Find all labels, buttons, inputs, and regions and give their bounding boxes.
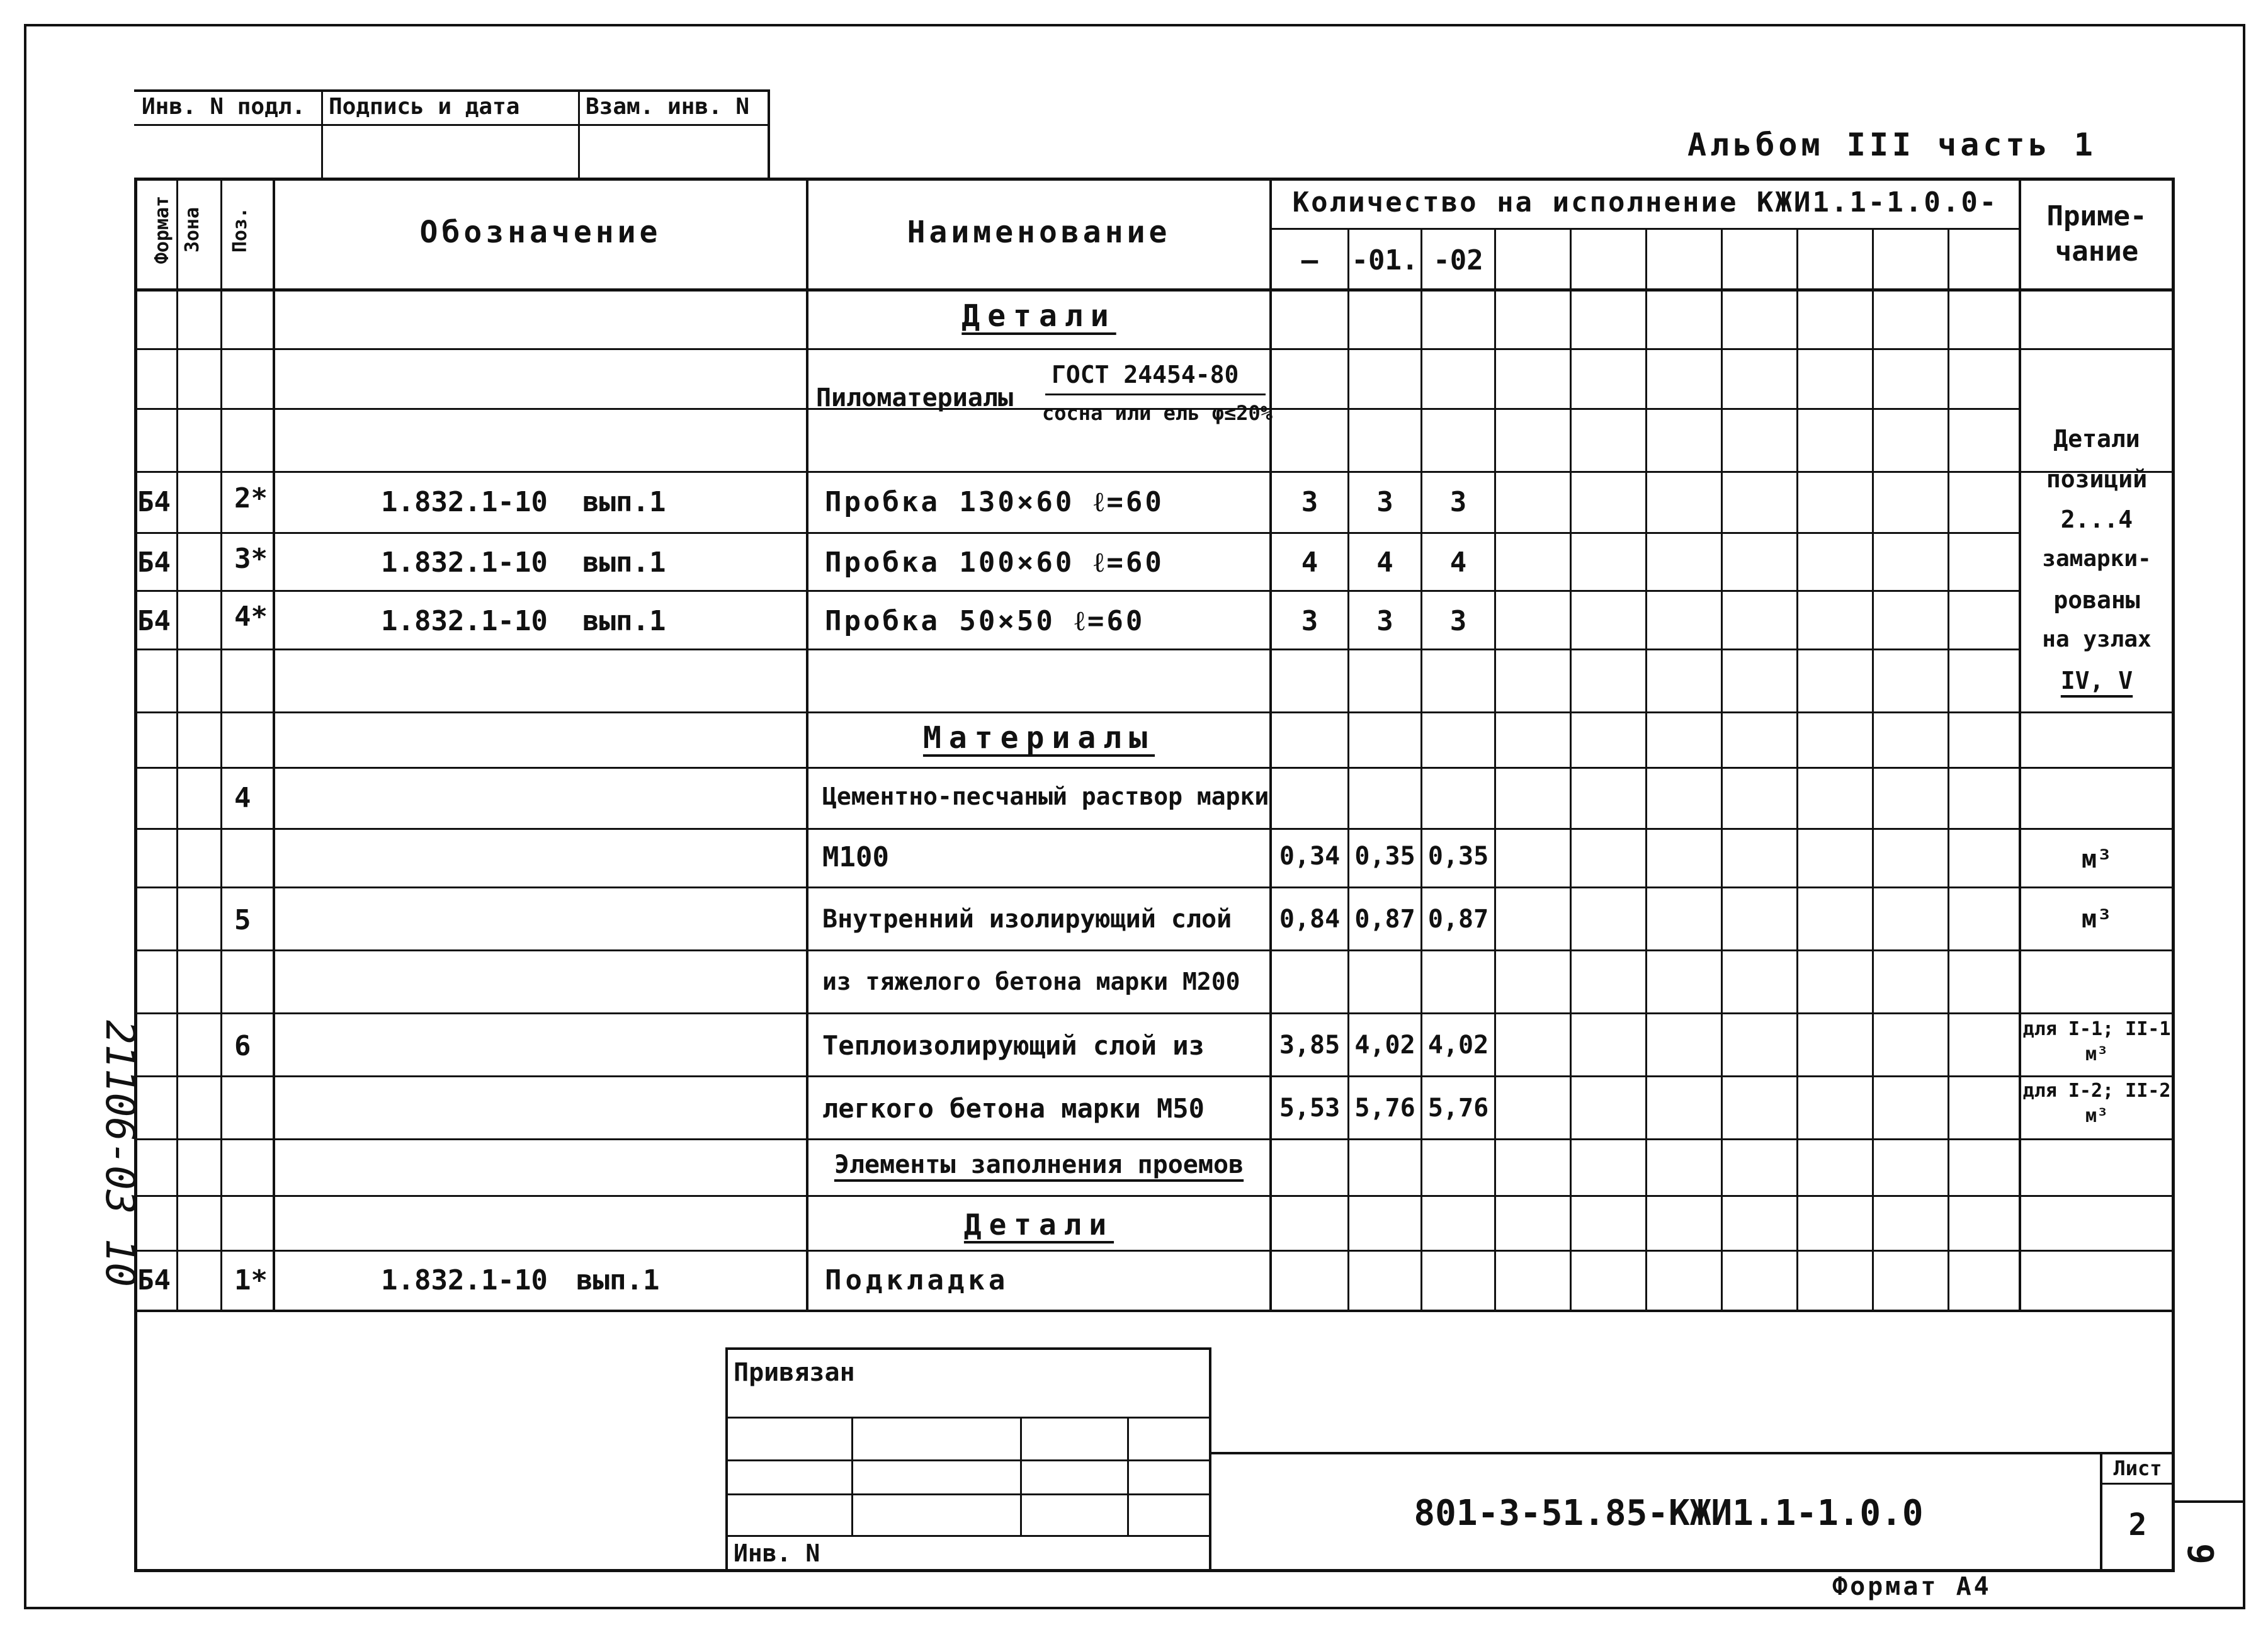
m6-unit: м³ (2085, 1043, 2109, 1065)
header-prim-2: чание (2055, 235, 2139, 268)
outer-frame-top (24, 24, 2244, 26)
m4-q1: 0,35 (1354, 842, 1415, 871)
row3-format: Б4 (137, 605, 171, 637)
row-line (134, 1012, 2175, 1014)
m5-unit: м³ (2081, 905, 2112, 934)
row2-obozn: 1.832.1-10 (381, 547, 548, 579)
row3-q0: 3 (1301, 605, 1318, 637)
table-top (134, 178, 2173, 181)
header-col-02: -02 (1433, 244, 1483, 276)
m4-q2: 0,35 (1427, 842, 1489, 871)
corner-box-top (2172, 1500, 2244, 1503)
row-line (134, 949, 2175, 951)
m6-q2: 4,02 (1427, 1031, 1489, 1060)
stamp-div1 (321, 89, 323, 179)
title-block-list-line (2100, 1483, 2175, 1485)
header-oboznachenie: Обозначение (419, 215, 662, 250)
m6-poz: 6 (234, 1030, 251, 1062)
row-line (134, 1195, 2175, 1197)
bstamp-line4 (725, 1535, 1211, 1537)
row-last-vyp: вып.1 (576, 1264, 660, 1296)
header-naimenovanie: Наименование (907, 215, 1171, 250)
bstamp-line2 (725, 1459, 1211, 1461)
row2-name: Пробка 100×60 ℓ=60 (825, 547, 1164, 579)
outer-frame-right (2243, 24, 2245, 1609)
row1-poz: 2* (234, 482, 268, 514)
m6b-q0: 5,53 (1279, 1094, 1341, 1123)
section-detali: Детали (961, 298, 1116, 334)
stamp-inv-podl: Инв. N подл. (142, 94, 306, 120)
note-details-7: IV, V (2060, 667, 2133, 694)
bstamp-col3 (1127, 1417, 1129, 1536)
row3-poz: 4* (234, 601, 268, 633)
corner-number: 9 (2179, 1543, 2220, 1565)
m6-note: для I-1; II-1 (2022, 1018, 2171, 1040)
m6-name: Теплоизолирующий слой из (822, 1030, 1205, 1061)
stamp-div3 (768, 89, 770, 179)
table-right (2172, 178, 2175, 1572)
header-zona: Зона (181, 207, 203, 253)
row-line (134, 711, 2175, 713)
m6-q0: 3,85 (1279, 1031, 1341, 1060)
col-q9 (1948, 228, 1949, 1311)
section-elementy: Элементы заполнения проемов (834, 1150, 1244, 1179)
pilomaterial-material: сосна или ель φ≤20% (1042, 401, 1273, 425)
header-col-01: -01. (1351, 244, 1419, 276)
row-line (134, 1138, 2175, 1140)
row2-q1: 4 (1376, 547, 1393, 579)
section-materialy: Материалы (922, 720, 1155, 756)
m6b-unit: м³ (2085, 1105, 2109, 1127)
row-line (134, 348, 2175, 350)
album-label: Альбом III часть 1 (1687, 127, 2097, 163)
m4-name: Цементно-песчаный раствор марки (822, 783, 1269, 810)
col-q1 (1347, 228, 1349, 1311)
m5-name: Внутренний изолирующий слой (822, 905, 1232, 934)
m5-name2: из тяжелого бетона марки М200 (822, 968, 1240, 995)
col-q5 (1645, 228, 1647, 1311)
doc-code: 801-3-51.85-КЖИ1.1-1.0.0 (1414, 1493, 1924, 1534)
bstamp-col1 (851, 1417, 853, 1536)
section-detali2: Детали (963, 1208, 1114, 1242)
bstamp-privyazan: Привязан (734, 1358, 855, 1387)
col-q6 (1721, 228, 1723, 1311)
m5-q0: 0,84 (1279, 905, 1341, 934)
m5-q2: 0,87 (1427, 905, 1489, 934)
note-details-3: 2...4 (2060, 506, 2133, 533)
row3-obozn: 1.832.1-10 (381, 605, 548, 637)
row1-q0: 3 (1301, 486, 1318, 518)
header-col-dash: — (1301, 244, 1318, 276)
note-details-1: Детали (2053, 425, 2140, 453)
pilomaterial-gost: ГОСТ 24454-80 (1052, 361, 1239, 388)
m6-q1: 4,02 (1354, 1031, 1415, 1060)
row1-q2: 3 (1449, 486, 1467, 518)
row-last-poz: 1* (234, 1264, 268, 1296)
row2-poz: 3* (234, 543, 268, 575)
header-prim-1: Приме- (2046, 200, 2147, 232)
side-number: 21106-03 10 (96, 1020, 143, 1287)
pilomaterial-label: Пиломатериалы (816, 383, 1014, 412)
note-details-4: замарки- (2042, 546, 2152, 572)
row3-vyp: вып.1 (582, 605, 666, 637)
row-line (134, 532, 2020, 534)
bstamp-col2 (1020, 1417, 1022, 1536)
row-line (134, 1075, 2175, 1077)
stamp-top-line (134, 89, 769, 92)
row-line (134, 886, 2175, 888)
row-line (134, 828, 2175, 830)
m6b-note: для I-2; II-2 (2022, 1080, 2171, 1102)
format-label: Формат А4 (1832, 1572, 1992, 1601)
pilomaterial-fraction (1045, 394, 1266, 395)
outer-frame-left (24, 24, 26, 1608)
row-last-obozn: 1.832.1-10 (381, 1264, 548, 1296)
col-q8 (1872, 228, 1874, 1311)
stamp-div2 (578, 89, 580, 179)
row-last-name: Подкладка (825, 1264, 1009, 1296)
table-left (134, 178, 137, 1572)
stamp-podpis: Подпись и дата (329, 94, 520, 120)
header-poz: Поз. (229, 207, 251, 253)
m5-poz: 5 (234, 904, 251, 936)
row1-q1: 3 (1376, 486, 1393, 518)
row3-q2: 3 (1449, 605, 1467, 637)
outer-frame-bottom (24, 1607, 2244, 1609)
row3-q1: 3 (1376, 605, 1393, 637)
row1-obozn: 1.832.1-10 (381, 486, 548, 518)
title-block-top (1209, 1452, 2175, 1454)
bstamp-line1 (725, 1417, 1211, 1419)
header-bottom (134, 288, 2175, 292)
note-details-2: позиций (2046, 465, 2148, 493)
row-line (134, 471, 2175, 473)
list-label: Лист (2113, 1456, 2162, 1480)
row-line (134, 767, 2175, 769)
m4-name2: М100 (822, 841, 889, 873)
col-q3 (1494, 228, 1496, 1311)
row2-vyp: вып.1 (582, 547, 666, 579)
row1-name: Пробка 130×60 ℓ=60 (825, 486, 1164, 518)
header-kolichestvo: Количество на исполнение КЖИ1.1-1.0.0- (1292, 186, 1999, 218)
bstamp-inv-no: Инв. N (734, 1539, 820, 1567)
note-details-6: на узлах (2042, 626, 2152, 652)
row2-q0: 4 (1301, 547, 1318, 579)
m4-unit: м³ (2081, 845, 2112, 874)
header-format: Формат (151, 195, 173, 264)
row1-vyp: вып.1 (582, 486, 666, 518)
m4-poz: 4 (234, 782, 251, 814)
m4-q0: 0,34 (1279, 842, 1341, 871)
m5-q1: 0,87 (1354, 905, 1415, 934)
stamp-vzam: Взам. инв. N (586, 94, 750, 120)
col-q4 (1570, 228, 1572, 1311)
bstamp-top (725, 1347, 1211, 1350)
stamp-mid-line (134, 124, 769, 126)
row-line (134, 649, 2020, 650)
row-line (134, 590, 2020, 592)
row-line (134, 1250, 2175, 1252)
row2-q2: 4 (1449, 547, 1467, 579)
list-number: 2 (2128, 1507, 2147, 1543)
m6-name2: легкого бетона марки М50 (822, 1093, 1205, 1124)
row-last-format: Б4 (137, 1264, 171, 1296)
row1-format: Б4 (137, 486, 171, 518)
row-line (134, 1310, 2175, 1312)
row3-name: Пробка 50×50 ℓ=60 (825, 605, 1145, 637)
bstamp-line3 (725, 1493, 1211, 1495)
row2-format: Б4 (137, 547, 171, 579)
col-q2 (1420, 228, 1422, 1311)
m6b-q1: 5,76 (1354, 1094, 1415, 1123)
m6b-q2: 5,76 (1427, 1094, 1489, 1123)
col-q7 (1796, 228, 1798, 1311)
note-details-5: рованы (2053, 586, 2140, 614)
